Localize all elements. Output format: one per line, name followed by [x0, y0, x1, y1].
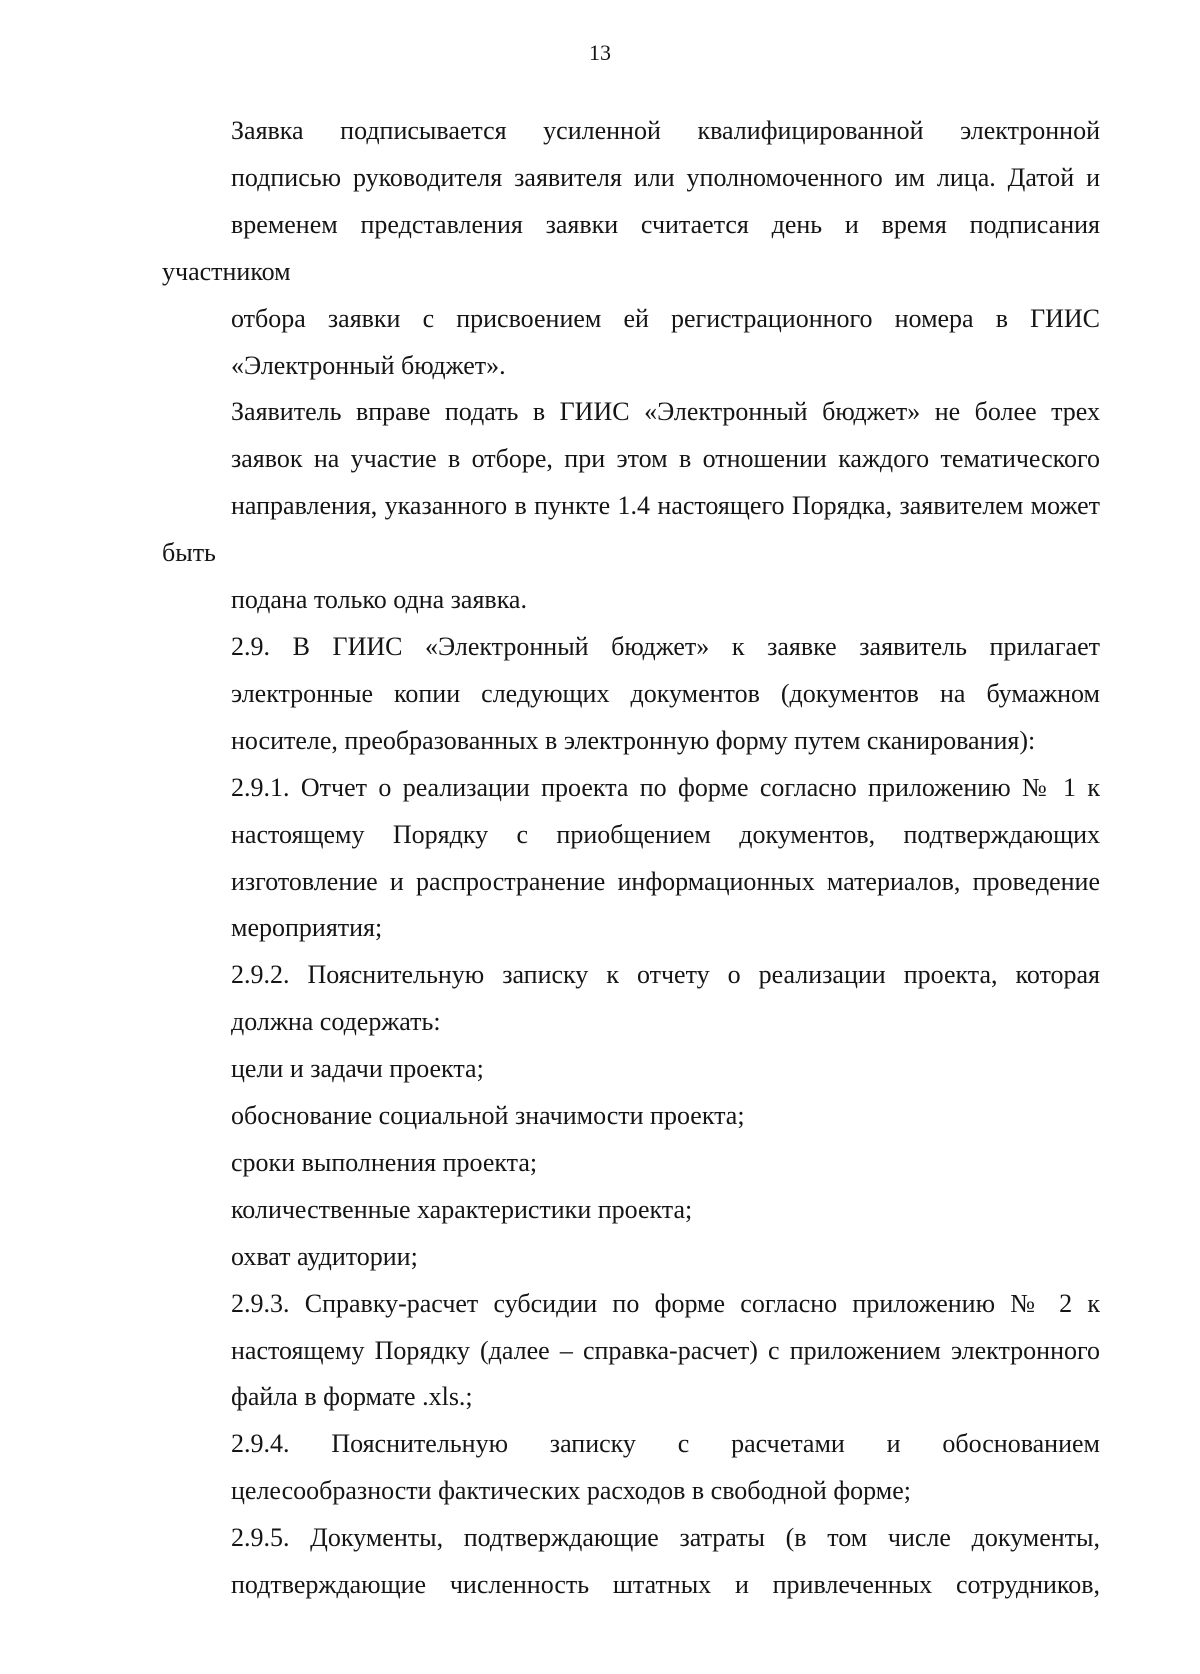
text-line: Заявка подписывается усиленной квалифицированной электронной	[231, 116, 1100, 145]
text-line: Заявитель вправе подать в ГИИС «Электронный бюджет» не более трех	[231, 397, 1100, 427]
list-item: сроки выполнения проекта;	[231, 1147, 538, 1177]
list-item: обоснование социальной значимости проекта;	[231, 1101, 745, 1131]
document-body	[162, 108, 1100, 1609]
paragraph-2-9-5	[162, 1515, 1100, 1609]
text-line: 2.9.5. Документы, подтверждающие затраты (в том числе документы,	[231, 1523, 1100, 1553]
list-item: охват аудитории;	[231, 1241, 418, 1271]
text-line: настоящему Порядку (далее – справка-расчет) с приложением электронного	[231, 1335, 1100, 1365]
text-line: электронные копии следующих документов (документов на бумажном	[231, 678, 1100, 708]
text-line: направления, указанного в пункте 1.4 настоящего Порядка, заявителем может быть	[162, 491, 1100, 568]
text-line: 2.9.4. Пояснительную записку с расчетами и обоснованием	[231, 1429, 1100, 1459]
text-line: носителе, преобразованных в электронную форму путем сканирования):	[231, 725, 1036, 755]
paragraph-2-9-3	[162, 1281, 1100, 1422]
text-line: 2.9.1. Отчет о реализации проекта по форме согласно приложению № 1 к	[231, 772, 1100, 802]
page-number: 13	[589, 40, 611, 65]
text-line: заявок на участие в отборе, при этом в отношении каждого тематического	[231, 444, 1100, 474]
text-line: отбора заявки с присвоением ей регистрационного номера в ГИИС	[231, 303, 1100, 333]
text-line: подтверждающие численность штатных и привлеченных сотрудников,	[231, 1570, 1100, 1600]
text-line: настоящему Порядку с приобщением документов, подтверждающих	[231, 819, 1100, 849]
paragraph-2-9-2	[162, 952, 1100, 1046]
text-line: должна содержать:	[231, 1007, 441, 1037]
text-line: подписью руководителя заявителя или уполномоченного им лица. Датой и	[231, 162, 1100, 192]
text-line: подана только одна заявка.	[231, 585, 527, 615]
paragraph-2-9	[162, 624, 1100, 765]
paragraph-2-9-4	[162, 1421, 1100, 1515]
text-line: временем представления заявки считается день и время подписания участником	[162, 209, 1100, 286]
text-line: мероприятия;	[231, 913, 383, 943]
text-line: 2.9.2. Пояснительную записку к отчету о реализации проекта, которая	[231, 960, 1100, 990]
list-item: количественные характеристики проекта;	[231, 1194, 693, 1224]
text-line: изготовление и распространение информационных материалов, проведение	[231, 866, 1100, 896]
text-line: файла в формате .xls.;	[231, 1382, 473, 1412]
text-line: «Электронный бюджет».	[231, 350, 506, 380]
list-item: цели и задачи проекта;	[231, 1054, 484, 1084]
paragraph-application-limit	[162, 389, 1100, 624]
text-line: 2.9. В ГИИС «Электронный бюджет» к заявке заявитель прилагает	[231, 631, 1100, 661]
paragraph-2-9-1	[162, 765, 1100, 953]
text-line: 2.9.3. Справку-расчет субсидии по форме согласно приложению № 2 к	[231, 1288, 1100, 1318]
paragraph-signature	[162, 108, 1100, 389]
text-line: целесообразности фактических расходов в свободной форме;	[231, 1476, 911, 1506]
